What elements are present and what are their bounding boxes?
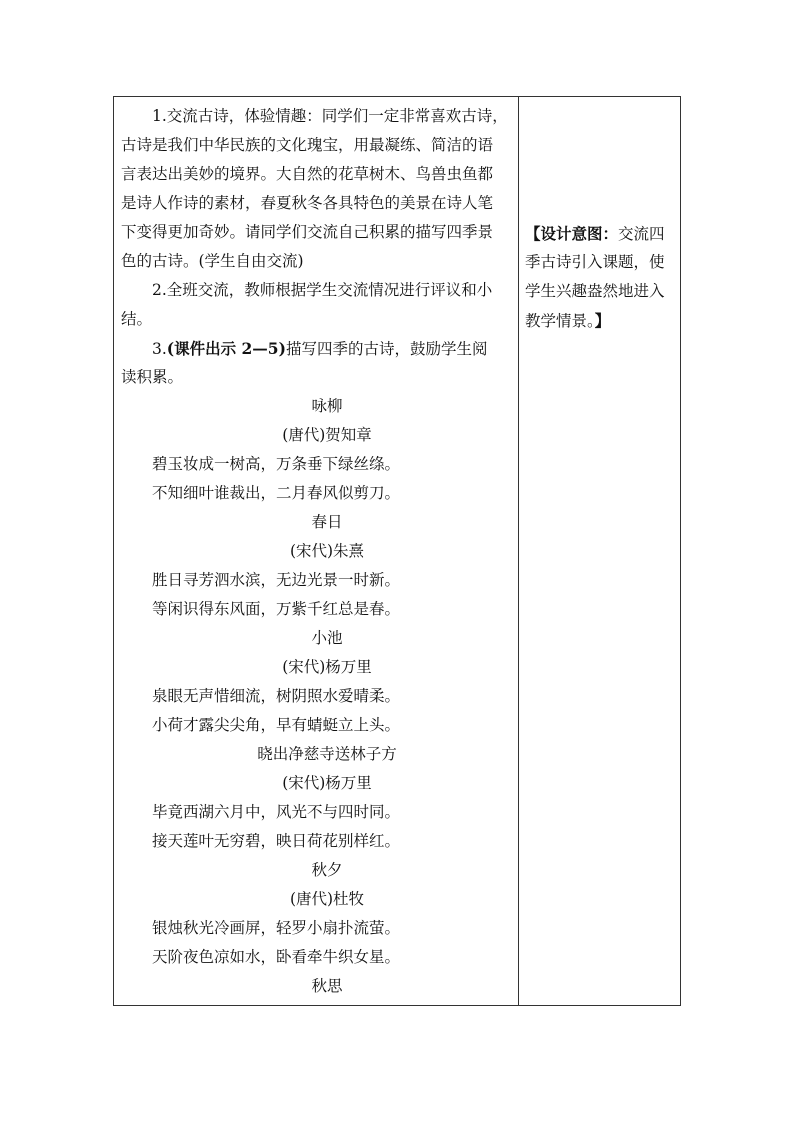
poem-author: (唐代)贺知章 — [282, 426, 372, 444]
paragraph-2-line: 结。 — [121, 310, 153, 328]
teaching-process-cell — [121, 102, 513, 1001]
design-intent-bracket: 】 — [594, 311, 611, 330]
lesson-table — [113, 96, 681, 1006]
paragraph-2-line: 2.全班交流，教师根据学生交流情况进行评议和小 — [152, 281, 493, 299]
paragraph-1-line: 古诗是我们中华民族的文化瑰宝，用最凝练、简洁的语 — [121, 136, 494, 154]
design-intent-text: 交流四 — [618, 225, 665, 243]
paragraph-3-text: 描写四季的古诗，鼓励学生阅 — [285, 340, 488, 358]
poem-author: (宋代)朱熹 — [289, 542, 365, 560]
poem-line: 毕竟西湖六月中，风光不与四时同。 — [152, 803, 401, 821]
poem-line: 泉眼无声惜细流，树阴照水爱晴柔。 — [152, 687, 401, 705]
poem-title: 咏柳 — [311, 397, 343, 415]
poem-line: 小荷才露尖尖角，早有蜻蜓立上头。 — [152, 716, 401, 734]
poem-title: 晓出净慈寺送林子方 — [257, 745, 397, 763]
paragraph-1-line: 1.交流古诗，体验情趣：同学们一定非常喜欢古诗， — [152, 107, 508, 125]
design-intent-line — [525, 306, 675, 335]
poem-title: 春日 — [311, 513, 343, 531]
poem-title: 秋夕 — [311, 861, 343, 879]
courseware-note: (课件出示 2—5) — [166, 339, 286, 358]
design-intent-label: 【设计意图： — [525, 224, 619, 243]
paragraph-3-line: 读积累。 — [121, 368, 184, 386]
poem-author: (宋代)杨万里 — [282, 658, 372, 676]
poem-line: 接天莲叶无穷碧，映日荷花别样红。 — [152, 832, 401, 850]
poem-line: 等闲识得东风面，万紫千红总是春。 — [152, 600, 401, 618]
poem-line: 银烛秋光冷画屏，轻罗小扇扑流萤。 — [152, 919, 401, 937]
column-divider — [518, 97, 519, 1005]
design-intent-cell — [525, 219, 675, 335]
poem-author: (宋代)杨万里 — [282, 774, 372, 792]
paragraph-1-line: 是诗人作诗的素材，春夏秋冬各具特色的美景在诗人笔 — [121, 194, 494, 212]
poem-line: 碧玉妆成一树高，万条垂下绿丝绦。 — [152, 455, 401, 473]
design-intent-line: 学生兴趣盎然地进入 — [525, 282, 665, 300]
paragraph-1-line: 色的古诗。(学生自由交流) — [121, 252, 304, 270]
design-intent-line — [525, 219, 675, 248]
poem-line: 胜日寻芳泗水滨，无边光景一时新。 — [152, 571, 401, 589]
design-intent-text: 教学情景。 — [525, 312, 595, 330]
item-number: 3. — [152, 340, 167, 358]
poem-line: 天阶夜色凉如水，卧看牵牛织女星。 — [152, 948, 401, 966]
design-intent-line: 季古诗引入课题，使 — [525, 253, 665, 271]
poem-title: 小池 — [311, 629, 343, 647]
paragraph-1-line: 下变得更加奇妙。请同学们交流自己积累的描写四季景 — [121, 223, 494, 241]
paragraph-1-line: 言表达出美妙的境界。大自然的花草树木、鸟兽虫鱼都 — [121, 165, 494, 183]
poem-title: 秋思 — [311, 977, 343, 995]
poem-author: (唐代)杜牧 — [289, 890, 365, 908]
poem-line: 不知细叶谁裁出，二月春风似剪刀。 — [152, 484, 401, 502]
paragraph-3-line — [121, 334, 513, 363]
